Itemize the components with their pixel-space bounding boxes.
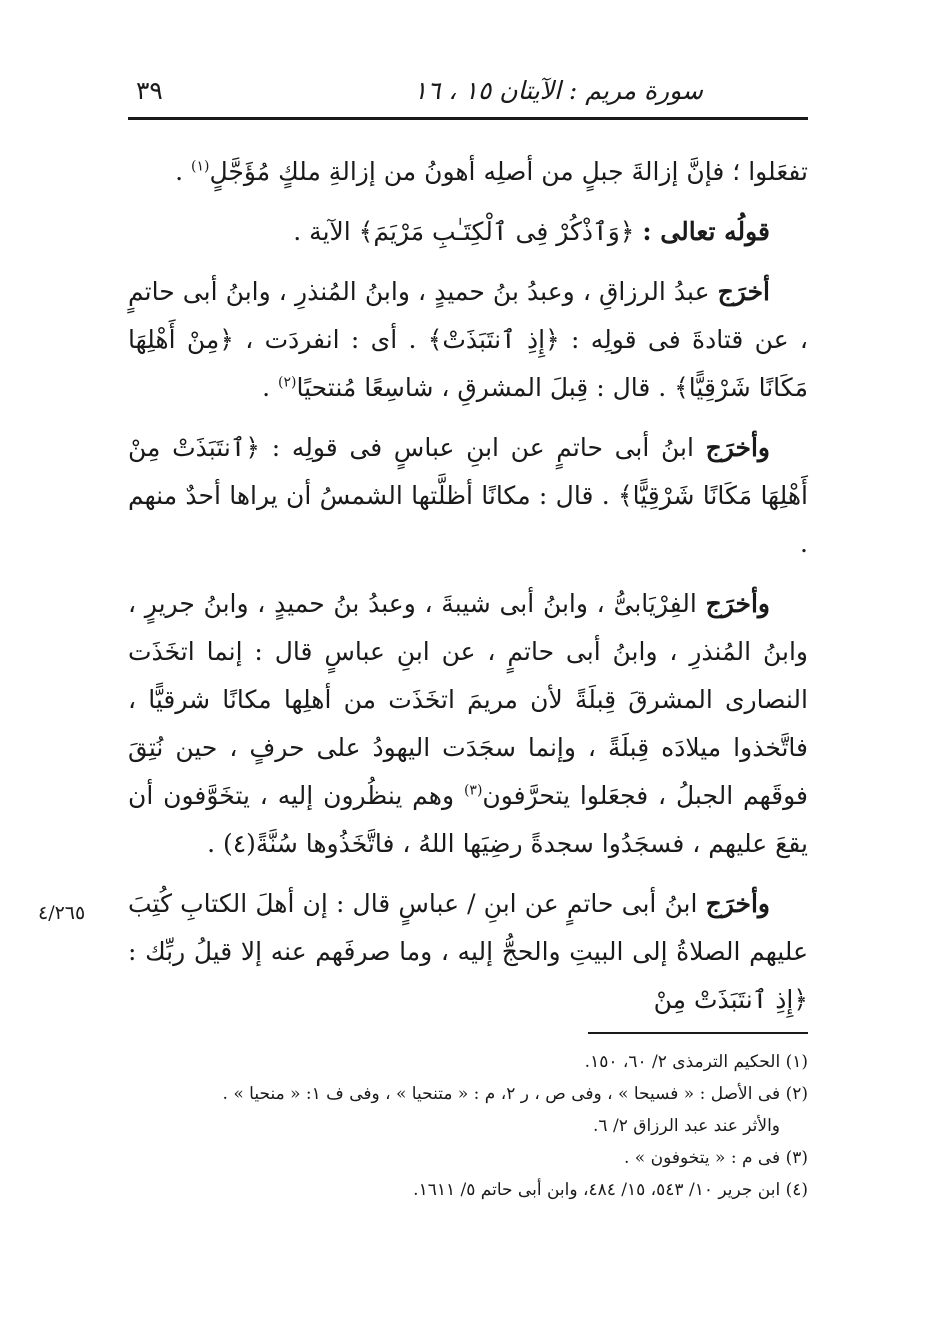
- paragraph: [128, 580, 808, 868]
- paragraph: [128, 424, 808, 568]
- paragraph-lead: قولُه تعالى :: [642, 217, 770, 246]
- paragraph: [128, 208, 808, 256]
- paragraph-tail: وهم ينظُرون إليه ، يتخَوَّفون أن يقعَ عليهم ، فسجَدُوا سجدةً رضِيَها اللهُ ، فاتَّخَذُوها سُنَّةً(٤) .: [128, 781, 808, 858]
- paragraph-text: ابنُ أبى حاتمٍ عن ابنِ / عباسٍ قال : إن أهلَ الكتابِ كُتِبَ عليهم الصلاةُ إلى البيتِ والحجُّ إليه ، وما صرفَهم عنه إلا قيلُ ربِّك : ﴿إِذِ ٱنتَبَذَتْ مِنْ: [128, 889, 808, 1014]
- paragraph-tail: .: [262, 373, 279, 402]
- footnote-ref: (٢): [278, 374, 297, 391]
- margin-reference: ٤/٢٦٥: [38, 902, 86, 924]
- paragraph-text: تفعَلوا ؛ فإنَّ إزالةَ جبلٍ من أصلِه أهونُ من إزالةِ ملكٍ مُؤَجَّلٍ: [209, 157, 808, 186]
- main-text: [128, 148, 808, 1036]
- footnotes: [128, 1046, 808, 1206]
- paragraph-lead: أخرَج: [717, 277, 770, 306]
- page-header: [128, 74, 808, 114]
- paragraph-text: ﴿وَٱذْكُرْ فِى ٱلْكِتَـٰبِ مَرْيَمَ﴾ الآية .: [293, 217, 643, 246]
- paragraph-text: عبدُ الرزاقِ ، وعبدُ بنُ حميدٍ ، وابنُ المُنذرِ ، وابنُ أبى حاتمٍ ، عن قتادةَ فى قولِه : ﴿إِذِ ٱنتَبَذَتْ﴾ . أى : انفردَت ، ﴿مِنْ أَهْلِهَا مَكَانًا شَرْقِيًّا﴾ . قال : قِبلَ المشرقِ ، شاسِعًا مُنتحيًا: [128, 277, 808, 402]
- header-divider: [128, 117, 808, 120]
- page-number: ٣٩: [136, 76, 163, 105]
- footnote-ref: (١): [191, 158, 210, 175]
- footnote-ref: (٣): [463, 782, 483, 799]
- page-title: سورة مريم : الآيتان ١٥ ، ١٦: [413, 76, 703, 105]
- paragraph-lead: وأخرَج: [705, 889, 770, 918]
- footnote: (٣) فى م : « يتخوفون » .: [623, 1148, 808, 1168]
- paragraph: [128, 880, 808, 1024]
- footnote: (٢) فى الأصل : « فسيحا » ، وفى ص ، ر ٢، م : « متنحيا » ، وفى ف ١: « منحيا » .: [222, 1084, 808, 1104]
- paragraph-lead: وأخرَج: [705, 589, 770, 618]
- paragraph-text: الفِرْيَابىُّ ، وابنُ أبى شيبةَ ، وعبدُ بنُ حميدٍ ، وابنُ جريرٍ ، وابنُ المُنذرِ ، وابنُ أبى حاتمٍ ، عن ابنِ عباسٍ قال : إنما اتخَذَت النصارى المشرقَ قِبلَةً لأن مريمَ اتخَذَت من أهلِها مكانًا شرقيًّا ، فاتَّخذوا ميلادَه قِبلَةً ، وإنما سجَدَت اليهودُ على حرفٍ ، حين نُتِقَ فوقَهم الجبلُ ، فجعَلوا يتحرَّفون: [128, 589, 808, 810]
- footnote-continuation: والأثر عند عبد الرزاق ٢/ ٦.: [593, 1116, 780, 1136]
- paragraph: [128, 148, 808, 196]
- paragraph-lead: وأخرَج: [705, 433, 770, 462]
- paragraph-tail: .: [175, 157, 191, 186]
- footnote: (٤) ابن جرير ١٠/ ٥٤٣، ١٥/ ٤٨٤، وابن أبى حاتم ٥/ ١٦١١.: [413, 1180, 808, 1200]
- paragraph-text: ابنُ أبى حاتمٍ عن ابنِ عباسٍ فى قولِه : ﴿ٱنتَبَذَتْ مِنْ أَهْلِهَا مَكَانًا شَرْقِيًّا﴾ . قال : مكانًا أظلَّتها الشمسُ أن يراها أحدٌ منهم .: [128, 433, 808, 558]
- footnote-divider: [588, 1032, 808, 1034]
- footnote: (١) الحكيم الترمذى ٢/ ٦٠، ١٥٠.: [584, 1052, 808, 1072]
- paragraph: [128, 268, 808, 412]
